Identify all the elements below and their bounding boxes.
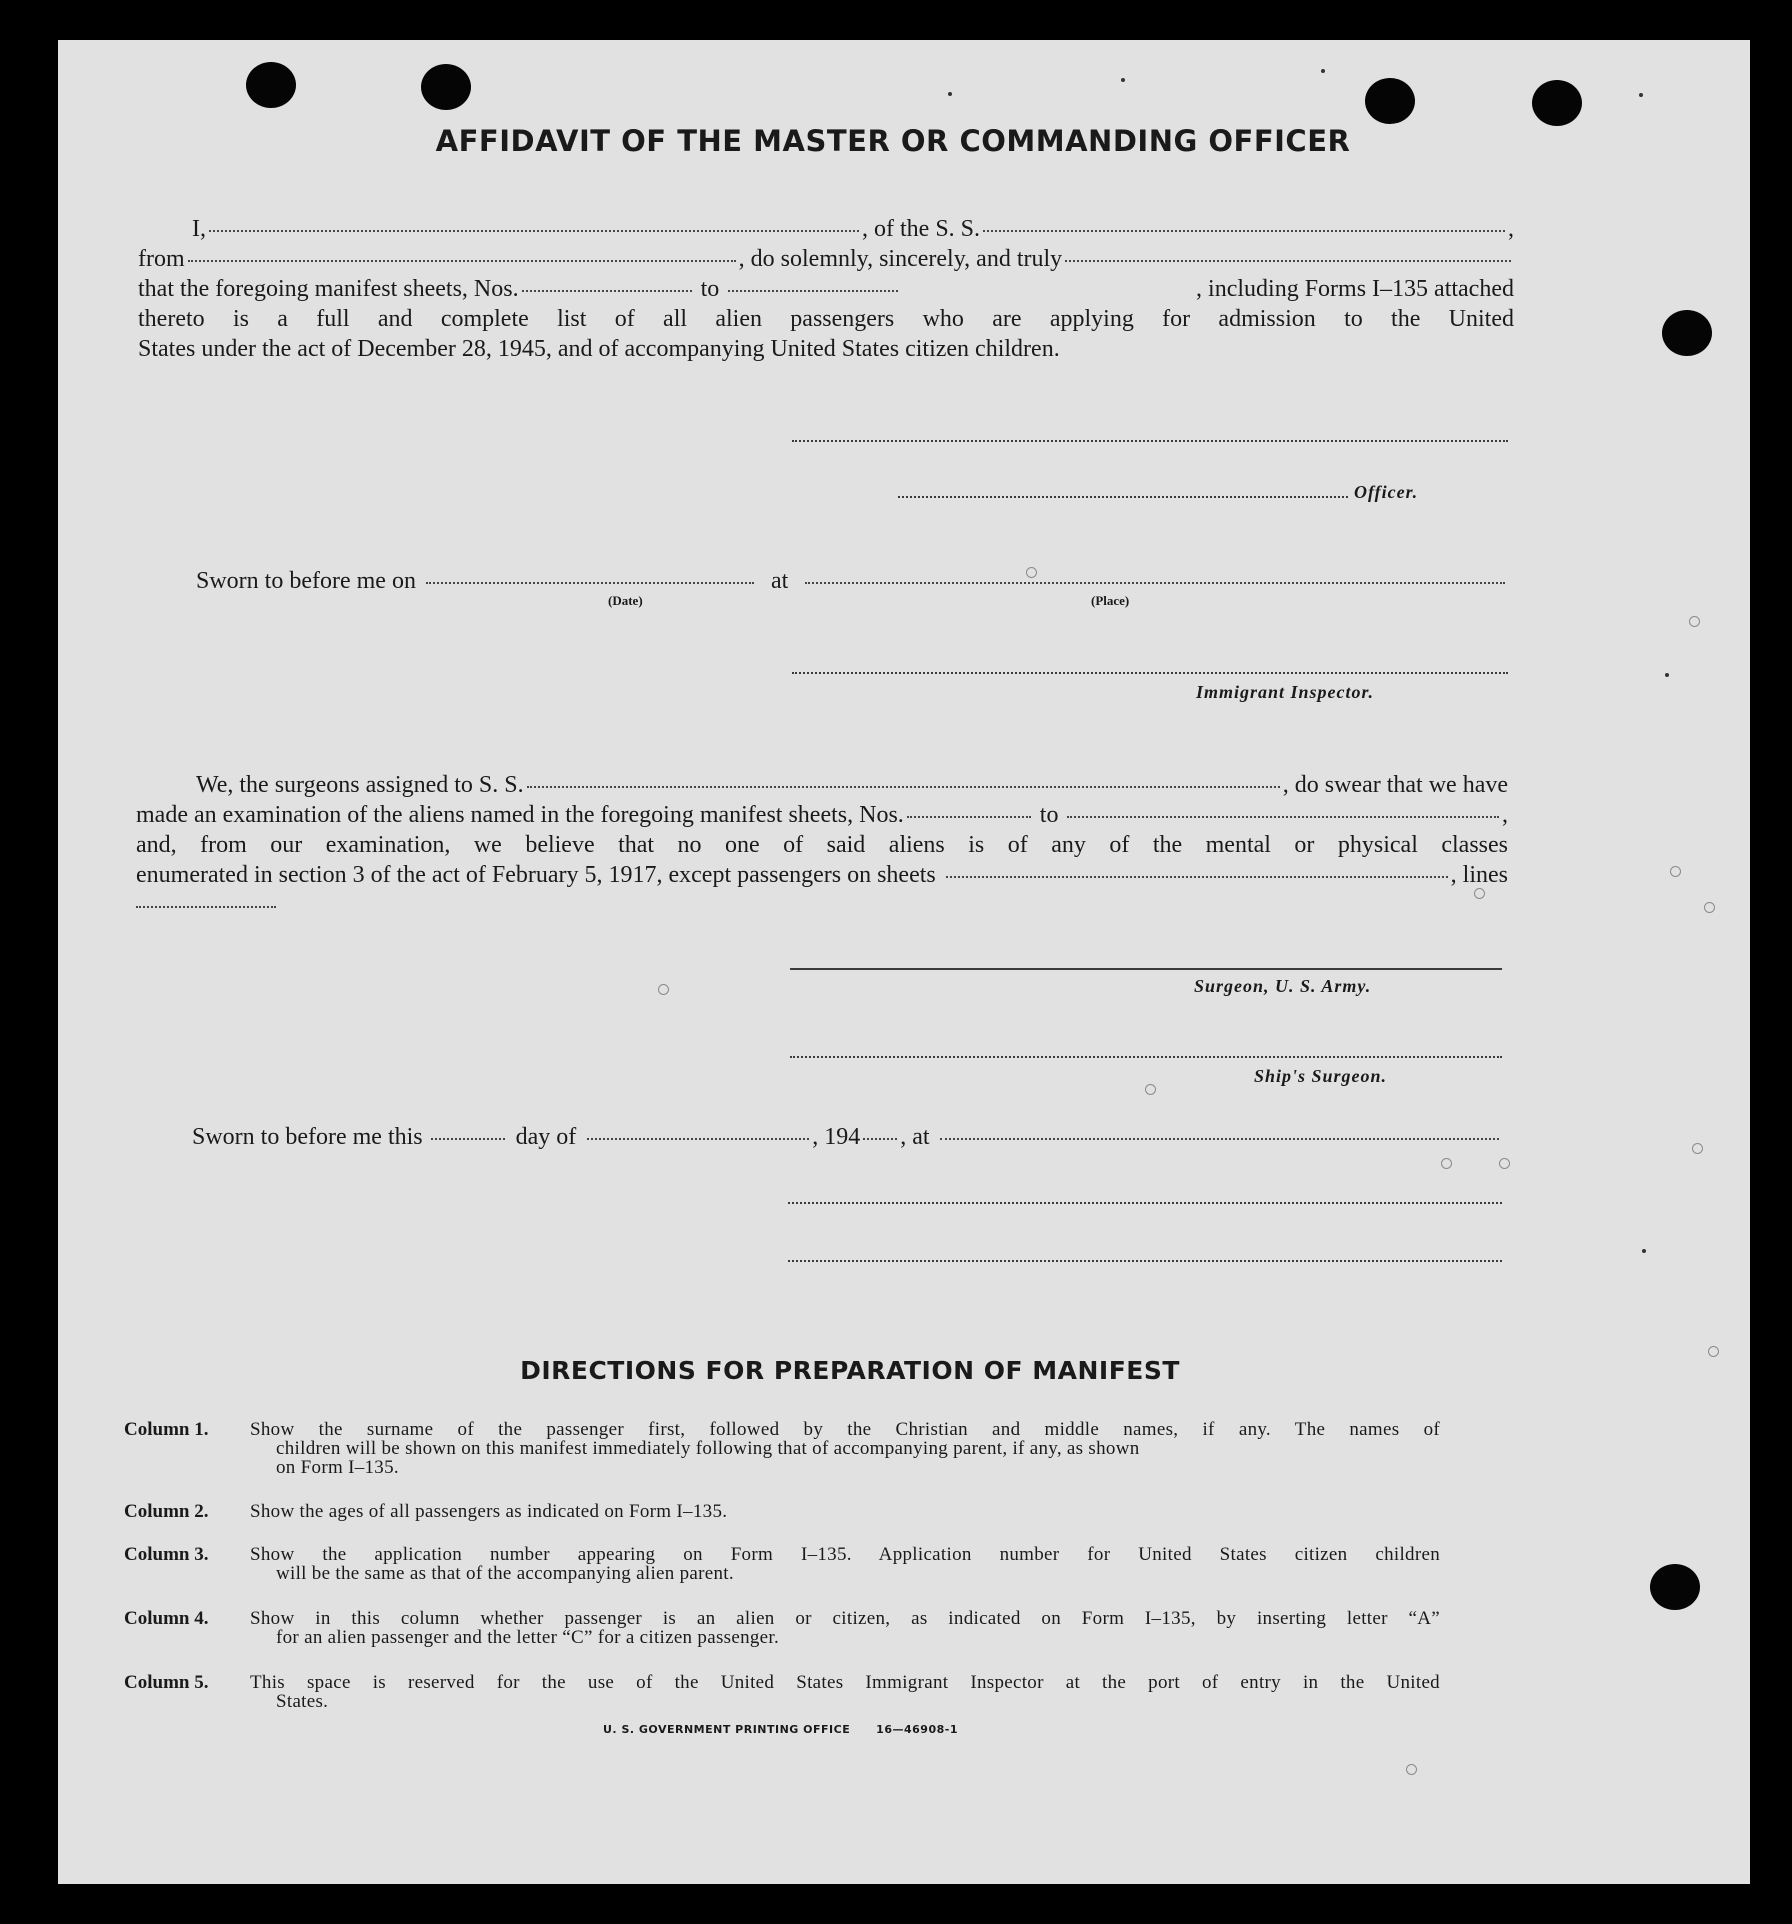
sworn-day-line [192,1122,1502,1152]
affidavit-line-1 [138,214,1514,244]
speck [1708,1346,1719,1357]
affidavit-line-4: thereto is a full and complete list of all alien passengers who are applying for admission to the United [138,306,1514,332]
surgeons-paragraph [136,770,1508,920]
column-name: Column 4. [124,1608,209,1629]
speck [1145,1084,1156,1095]
punch-hole [1662,310,1712,356]
speck [1441,1158,1452,1169]
directions-title: DIRECTIONS FOR PREPARATION OF MANIFEST [520,1356,1180,1385]
day-blank[interactable] [431,1138,505,1140]
dust-dot [948,92,952,96]
speck [1689,616,1700,627]
speck [1692,1143,1703,1154]
oath-blank[interactable] [1065,260,1511,262]
excepted-lines-blank[interactable] [136,906,276,908]
punch-hole [1365,78,1415,124]
column-name: Column 2. [124,1501,209,1522]
lines-text: , lines [1450,862,1508,888]
surgeons-text-1: We, the surgeons assigned to S. S. [196,772,524,798]
surgeons-line-3: and, from our examination, we believe that no one of said aliens is of any of the mental or physical classes [136,832,1508,858]
trailing-comma: , [1508,216,1514,242]
dust-dot [1121,78,1125,82]
dust-dot [1321,69,1325,73]
officer-name-line[interactable] [898,496,1348,498]
sheet-from-blank[interactable] [522,290,692,292]
dust-dot [1642,1249,1646,1253]
ship-name-blank[interactable] [983,230,1505,232]
name-blank[interactable] [209,230,859,232]
day-of-text: day of [515,1124,577,1150]
at-text: at [770,568,789,594]
speck [1499,1158,1510,1169]
i-text: I, [192,216,206,242]
including-text: , including Forms I–135 attached [1196,276,1514,302]
direction-text-cont: will be the same as that of the accompanying alien parent. [276,1563,734,1584]
date-label: (Date) [608,593,643,608]
affidavit-line-5: States under the act of December 28, 1945, and of accompanying United States citizen children. [138,336,1060,362]
surgeons-text-4: enumerated in section 3 of the act of February 5, 1917, except passengers on sheets [136,862,936,888]
affidavit-line-2 [138,244,1514,274]
column-name: Column 3. [124,1544,209,1565]
sworn-place-blank[interactable] [805,582,1505,584]
column-name: Column 1. [124,1419,209,1440]
from-blank[interactable] [188,260,736,262]
sworn-date-blank[interactable] [426,582,754,584]
army-surgeon-label: Surgeon, U. S. Army. [1194,976,1372,996]
month-blank[interactable] [587,1138,809,1140]
surgeons-line-4 [136,860,1508,890]
speck [1704,902,1715,913]
dust-dot [1665,673,1669,677]
affidavit-paragraph [138,214,1514,364]
surgeon-sheet-to-blank[interactable] [1067,816,1499,818]
punch-hole [1650,1564,1700,1610]
affidavit-line-3 [138,274,1514,304]
swear-text: , do swear that we have [1282,772,1508,798]
officer-label: Officer. [1354,482,1419,502]
surgeons-text-2: made an examination of the aliens named in the foregoing manifest sheets, Nos. [136,802,904,828]
direction-text-cont: for an alien passenger and the letter “C” for a citizen passenger. [276,1627,780,1648]
speck [1670,866,1681,877]
direction-text: Show the ages of all passengers as indicated on Form I–135. [250,1501,728,1522]
speck [658,984,669,995]
surgeon-sheet-from-blank[interactable] [907,816,1031,818]
punch-hole [421,64,471,110]
direction-text: Show the application number appearing on Form I–135. Application number for United States citizen children [250,1544,1440,1565]
direction-text: This space is reserved for the use of the United States Immigrant Inspector at the port of entry in the United [250,1672,1440,1693]
from-text: from [138,246,185,272]
solemnly-text: , do solemnly, sincerely, and truly [738,246,1063,272]
column-name: Column 5. [124,1672,209,1693]
officer-signature-line[interactable] [792,440,1508,442]
sworn-place-blank-2[interactable] [940,1138,1499,1140]
printing-office-footer: U. S. GOVERNMENT PRINTING OFFICE 16—46908-1 [603,1723,958,1736]
excepted-sheets-blank[interactable] [946,876,1448,878]
direction-text-cont: children will be shown on this manifest immediately following that of accompanying parent, if any, as shown [276,1438,1140,1459]
direction-text-cont: States. [276,1691,329,1712]
direction-text: Show the surname of the passenger first, followed by the Christian and middle names, if any. The names of [250,1419,1440,1440]
signature-line-1[interactable] [788,1202,1502,1204]
sheet-to-blank[interactable] [728,290,898,292]
manifest-nos-text: that the foregoing manifest sheets, Nos. [138,276,519,302]
year-blank[interactable] [863,1138,897,1140]
sworn-text: Sworn to before me on [196,568,416,594]
surgeons-line-5 [136,890,1508,920]
punch-hole [1532,80,1582,126]
surgeon-to-text: to [1039,802,1059,828]
inspector-label: Immigrant Inspector. [1196,682,1375,702]
surgeons-line-1 [136,770,1508,800]
sworn-this-text: Sworn to before me this [192,1124,423,1150]
to-text: to [700,276,720,302]
at-text-2: , at [900,1124,930,1150]
army-surgeon-signature-line[interactable] [790,968,1502,970]
speck [1406,1764,1417,1775]
surgeons-line-2 [136,800,1508,830]
form-title: AFFIDAVIT OF THE MASTER OR COMMANDING OFFICER [435,124,1351,158]
ship-surgeon-signature-line[interactable] [790,1056,1502,1058]
place-label: (Place) [1091,593,1130,608]
punch-hole [246,62,296,108]
year-text: , 194 [812,1124,861,1150]
inspector-signature-line[interactable] [792,672,1508,674]
form-sheet [58,40,1750,1884]
surgeon-comma: , [1502,802,1508,828]
surgeon-ship-blank[interactable] [527,786,1280,788]
direction-text-cont: on Form I–135. [276,1457,399,1478]
ship-surgeon-label: Ship's Surgeon. [1254,1066,1388,1086]
signature-line-2[interactable] [788,1260,1502,1262]
direction-text: Show in this column whether passenger is an alien or citizen, as indicated on Form I–135, by inserting letter “A” [250,1608,1440,1629]
sworn-date-line [196,566,1508,596]
of-ss-text: , of the S. S. [862,216,981,242]
dust-dot [1639,93,1643,97]
